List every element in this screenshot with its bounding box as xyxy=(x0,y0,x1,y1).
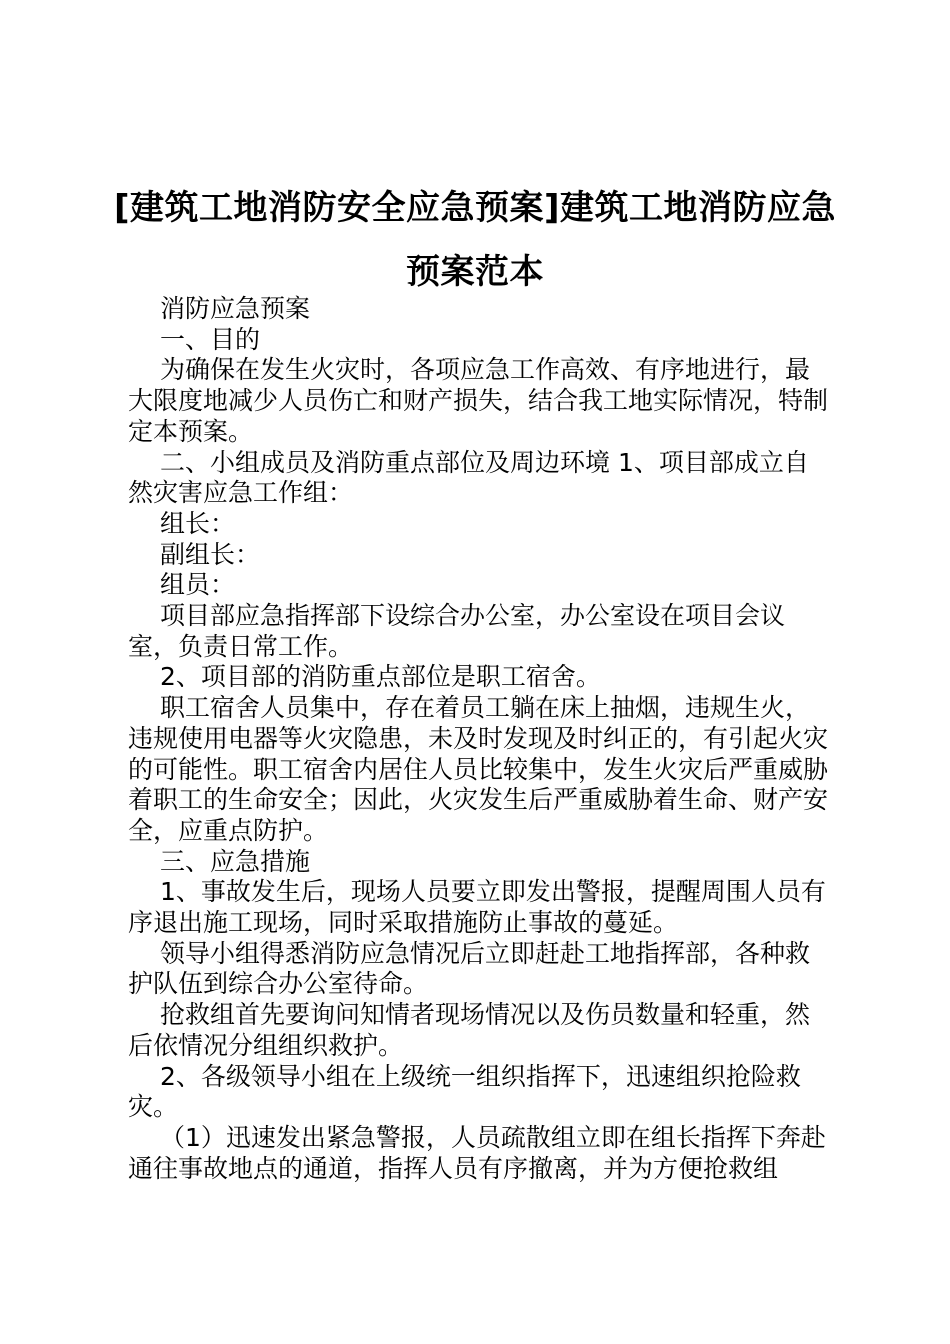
paragraph: 2、各级领导小组在上级统一组织指挥下，迅速组织抢险救灾。 xyxy=(128,1061,801,1122)
paragraph: 领导小组得悉消防应急情况后立即赶赴工地指挥部，各种救护队伍到综合办公室待命。 xyxy=(128,938,811,999)
section-heading-purpose: 一、目的 xyxy=(160,324,261,354)
paragraph: 抢救组首先要询问知情者现场情况以及伤员数量和轻重，然后依情况分组组织救护。 xyxy=(128,1000,811,1060)
document-title: [建筑工地消防安全应急预案]建筑工地消防应急预案范本 xyxy=(113,188,837,292)
paragraph-heading: 消防应急预案 xyxy=(160,294,311,323)
leader-line: 组长： xyxy=(160,508,236,538)
members-line: 组员： xyxy=(160,570,236,600)
paragraph: 1、事故发生后，现场人员要立即发出警报，提醒周围人员有序退出施工现场，同时采取措施防止事故的蔓延。 xyxy=(128,877,826,938)
section-heading-members: 二、小组成员及消防重点部位及周边环境 1、项目部成立自然灾害应急工作组： xyxy=(128,447,809,508)
paragraph: 职工宿舍人员集中，存在着员工躺在床上抽烟，违规生火，违规使用电器等火灾隐患，未及时发现及时纠正的，有引起火灾的可能性。职工宿舍内居住人员比较集中，发生火灾后严重威胁着职工的生命安全；因此，火灾发生后严重威胁着生命、财产安全，应重点防护。 xyxy=(128,693,829,845)
paragraph: 2、项目部的消防重点部位是职工宿舍。 xyxy=(160,662,601,692)
paragraph: 项目部应急指挥部下设综合办公室，办公室设在项目会议室，负责日常工作。 xyxy=(128,601,786,661)
section-heading-measures: 三、应急措施 xyxy=(160,846,311,876)
deputy-leader-line: 副组长： xyxy=(160,539,261,569)
paragraph: （1）迅速发出紧急警报，人员疏散组立即在组长指挥下奔赴通往事故地点的通道，指挥人员有序撤离，并为方便抢救组 xyxy=(128,1122,826,1183)
paragraph: 为确保在发生火灾时，各项应急工作高效、有序地进行，最大限度地减少人员伤亡和财产损失，结合我工地实际情况，特制定本预案。 xyxy=(128,355,829,446)
document-body xyxy=(128,294,828,1184)
